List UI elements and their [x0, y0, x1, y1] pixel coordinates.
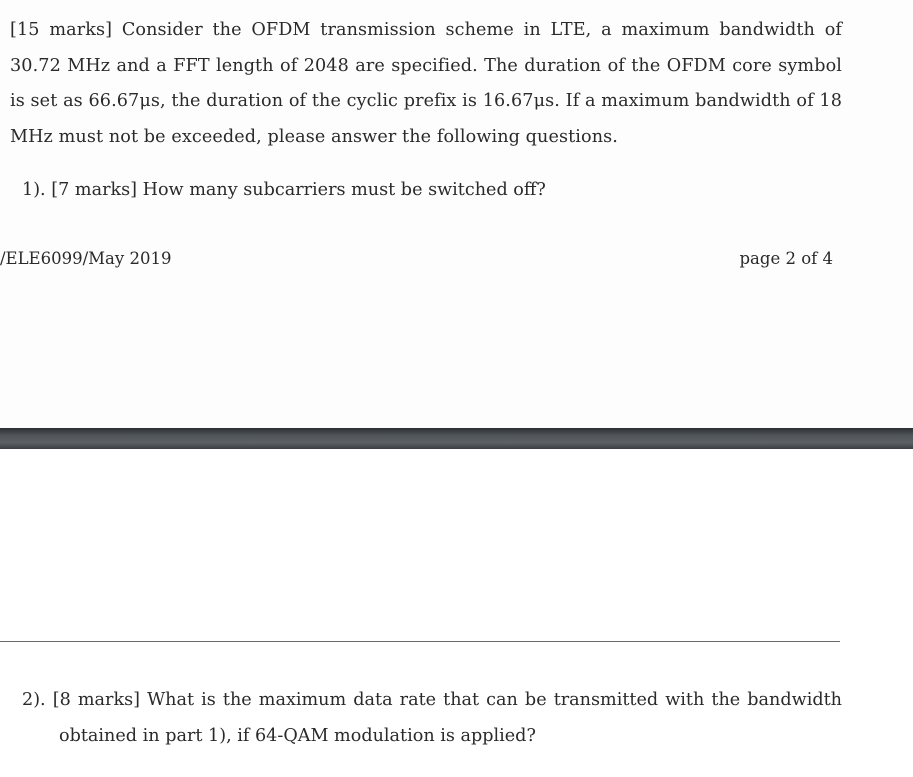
page-footer-page-number: page 2 of 4: [739, 249, 833, 268]
question-part-1: 1). [7 marks] How many subcarriers must be switched off?: [22, 180, 546, 200]
page-separator: [0, 428, 913, 449]
question-intro: [15 marks] Consider the OFDM transmission scheme in LTE, a maximum bandwidth of 30.72 MHz and a FFT length of 2048 are specified. The duration of the OFDM core symbol is set as 66.67μs, the duration of the cyclic prefix is 16.67μs. If a maximum bandwidth of 18 MHz must not be exceeded, please answer the following questions.: [10, 20, 842, 147]
question-part-2: 2). [8 marks] What is the maximum data rate that can be transmitted with the bandwidth obtained in part 1), if 64-QAM modulation is applied?: [22, 690, 842, 746]
page-footer-course-ref: /ELE6099/May 2019: [0, 249, 172, 268]
answer-divider-line: [0, 641, 840, 642]
